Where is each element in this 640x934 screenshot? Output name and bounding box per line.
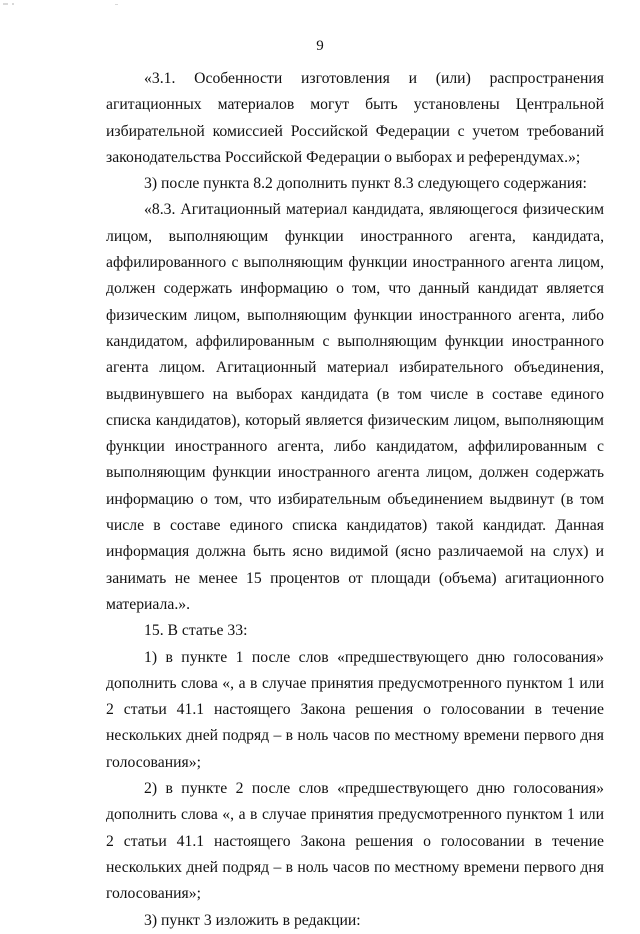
paragraph-amend-item-3: 3) после пункта 8.2 дополнить пункт 8.3 следующего содержания: bbox=[144, 175, 587, 193]
scan-artifact bbox=[3, 3, 8, 5]
paragraph-article-33-heading: 15. В статье 33: bbox=[144, 622, 248, 640]
paragraph-3-1-quote: «3.1. Особенности изготовления и (или) распространения агитационных материалов могут быть установлены Центральной избирательной комиссией Российской Федерации с учетом требований законодательства Российской Федерации о выборах и референдумах.»; bbox=[106, 70, 604, 166]
paragraph-8-3-quote: «8.3. Агитационный материал кандидата, являющегося физическим лицом, выполняющим функции иностранного агента, кандидата, аффилированного с выполняющим функции иностранного агента лицом, должен содержать информацию о том, что данный кандидат является физическим лицом, выполняющим функции иностранного агента, либо кандидатом, аффилированным с выполняющим функции иностранного агента лицом. Агитационный материал избирательного объединения, выдвинувшего на выборах кандидата (в том числе в составе единого списка кандидатов), который является физическим лицом, выполняющим функции иностранного агента, либо кандидатом, аффилированным с выполняющим функции иностранного агента лицом, должен содержать информацию о том, что избирательным объединением выдвинут (в том числе в составе единого списка кандидатов) такой кандидат. Данная информация должна быть ясно видимой (ясно различаемой на слух) и занимать не менее 15 процентов от площади (объема) агитационного материала.». bbox=[106, 201, 604, 613]
document-body bbox=[106, 66, 604, 934]
paragraph-article-33-item-1: 1) в пункте 1 после слов «предшествующего дню голосования» дополнить слова «, а в случае принятия предусмотренного пунктом 1 или 2 статьи 41.1 настоящего Закона решения о голосовании в течение нескольких дней подряд – в ноль часов по местному времени первого дня голосования»; bbox=[106, 648, 604, 771]
page-number: 9 bbox=[316, 38, 324, 54]
paragraph-article-33-item-3: 3) пункт 3 изложить в редакции: bbox=[144, 911, 361, 929]
scan-artifact bbox=[12, 3, 14, 5]
scan-artifact bbox=[115, 4, 118, 5]
paragraph-article-33-item-2: 2) в пункте 2 после слов «предшествующего дню голосования» дополнить слова «, а в случае принятия предусмотренного пунктом 1 или 2 статьи 41.1 настоящего Закона решения о голосовании в течение нескольких дней подряд – в ноль часов по местному времени первого дня голосования»; bbox=[106, 780, 604, 903]
